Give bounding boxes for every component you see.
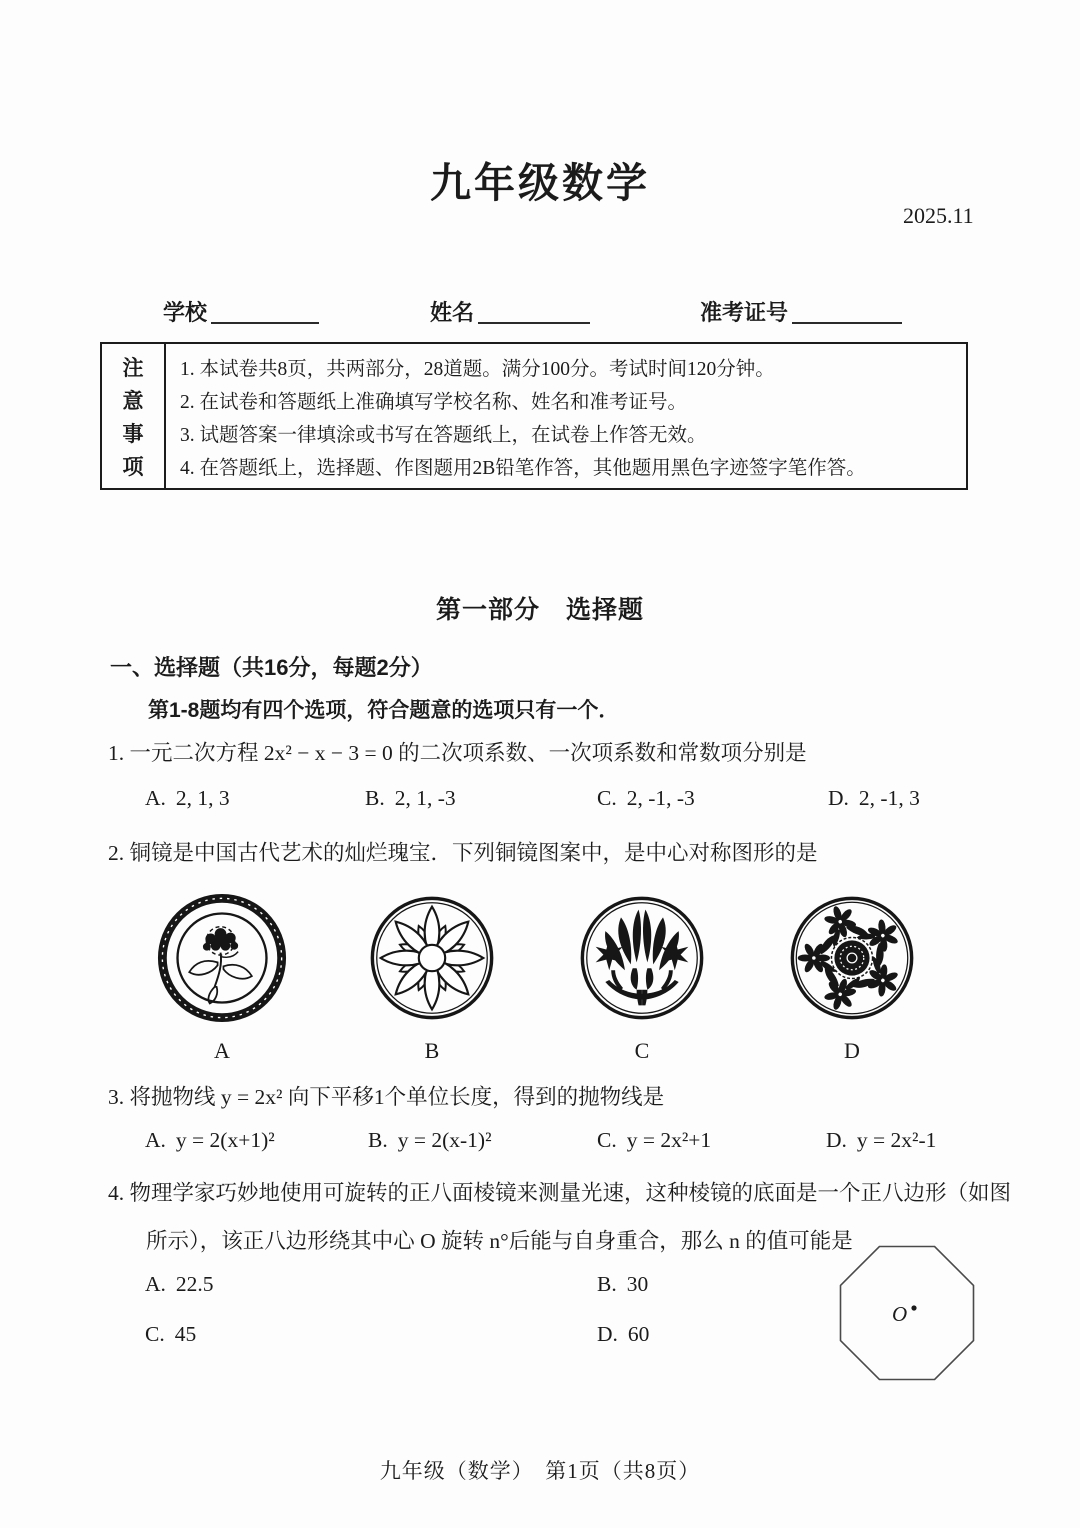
peony-bronze-mirror-icon (156, 892, 288, 1024)
option-label: D. (597, 1322, 618, 1346)
option-label: D. (826, 1128, 847, 1152)
option-label: A. (145, 786, 166, 810)
page-footer: 九年级（数学） 第1页（共8页） (379, 1459, 701, 1483)
octagon-figure-icon (832, 1236, 982, 1388)
notice-item: 4. 在答题纸上，选择题、作图题用2B铅笔作答，其他题用黑色字迹签字笔作答。 (180, 457, 866, 479)
name-blank-line (478, 299, 590, 324)
q1-option-a (145, 786, 230, 811)
part1-heading: 第一部分 选择题 (435, 596, 644, 624)
q4-option-d (597, 1322, 649, 1347)
q4-option-b (597, 1272, 648, 1297)
page-title: 九年级数学 (430, 160, 650, 206)
option-text: 30 (626, 1272, 649, 1296)
q1-option-c (597, 786, 695, 811)
school-blank-line (211, 299, 319, 324)
exam-date: 2025.11 (903, 203, 974, 228)
name-field (430, 296, 590, 327)
sunflower-bronze-mirror-icon (366, 892, 498, 1024)
notice-char: 项 (122, 455, 144, 479)
floral-medallion-bronze-mirror-icon (786, 892, 918, 1024)
exam-id-field (700, 296, 902, 327)
section-note: 第1-8题均有四个选项，符合题意的选项只有一个． (148, 699, 620, 722)
option-label: A. (145, 1128, 166, 1152)
question-2-text: 2. 铜镜是中国古代艺术的灿烂瑰宝．下列铜镜图案中，是中心对称图形的是 (108, 841, 818, 865)
question-4-text-line1: 4. 物理学家巧妙地使用可旋转的正八面棱镜来测量光速，这种棱镜的底面是一个正八边形（如图 (108, 1181, 1012, 1205)
q4-option-a (145, 1272, 214, 1297)
option-text: y = 2x²-1 (856, 1128, 937, 1152)
option-text: 22.5 (175, 1272, 214, 1296)
option-label: C. (597, 1128, 617, 1152)
iris-bronze-mirror-icon (576, 892, 708, 1024)
question-3-text: 3. 将抛物线 y = 2x² 向下平移1个单位长度，得到的抛物线是 (108, 1085, 665, 1109)
notice-char: 意 (122, 389, 144, 413)
notice-side-column (102, 344, 166, 488)
notice-item: 3. 试题答案一律填涂或书写在答题纸上，在试卷上作答无效。 (180, 424, 707, 446)
notice-char: 事 (122, 422, 144, 446)
q3-option-d (826, 1128, 936, 1153)
notice-char: 注 (122, 356, 144, 380)
q3-option-a (145, 1128, 275, 1153)
notice-box (100, 342, 968, 490)
option-text: 2, 1, -3 (394, 786, 456, 810)
option-text: 2, -1, -3 (626, 786, 695, 810)
exam-id-blank-line (792, 299, 902, 324)
q3-option-b (368, 1128, 492, 1153)
q3-option-c (597, 1128, 711, 1153)
mirror-label-b: B (424, 1038, 440, 1063)
mirror-label-c: C (634, 1038, 650, 1063)
option-text: y = 2(x-1)² (397, 1128, 492, 1152)
option-text: 60 (627, 1322, 650, 1346)
option-text: y = 2x²+1 (626, 1128, 712, 1152)
option-label: B. (365, 786, 385, 810)
mirror-label-d: D (844, 1038, 860, 1063)
question-1-text: 1. 一元二次方程 2x² − x − 3 = 0 的二次项系数、一次项系数和常数项分别是 (108, 741, 807, 765)
option-text: y = 2(x+1)² (175, 1128, 275, 1152)
notice-item: 1. 本试卷共8页，共两部分，28道题。满分100分。考试时间120分钟。 (180, 358, 775, 380)
mirror-label-a: A (214, 1038, 230, 1063)
notice-item: 2. 在试卷和答题纸上准确填写学校名称、姓名和准考证号。 (180, 391, 688, 413)
option-label: D. (828, 786, 849, 810)
option-label: C. (145, 1322, 165, 1346)
exam-id-label: 准考证号 (700, 300, 789, 325)
option-label: A. (145, 1272, 166, 1296)
school-label: 学校 (163, 300, 208, 325)
option-label: C. (597, 786, 617, 810)
q1-option-b (365, 786, 456, 811)
option-label: B. (368, 1128, 388, 1152)
option-text: 45 (174, 1322, 197, 1346)
q1-option-d (828, 786, 920, 811)
option-label: B. (597, 1272, 617, 1296)
option-text: 2, 1, 3 (175, 786, 230, 810)
q4-option-c (145, 1322, 196, 1347)
section-title: 一、选择题（共16分，每题2分） (110, 655, 433, 680)
school-field (163, 296, 319, 327)
question-4-text-line2: 所示），该正八边形绕其中心 O 旋转 n°后能与自身重合，那么 n 的值可能是 (146, 1229, 853, 1253)
octagon-center-label: O (892, 1302, 908, 1326)
notice-items (166, 344, 966, 488)
option-text: 2, -1, 3 (858, 786, 920, 810)
name-label: 姓名 (430, 300, 475, 325)
